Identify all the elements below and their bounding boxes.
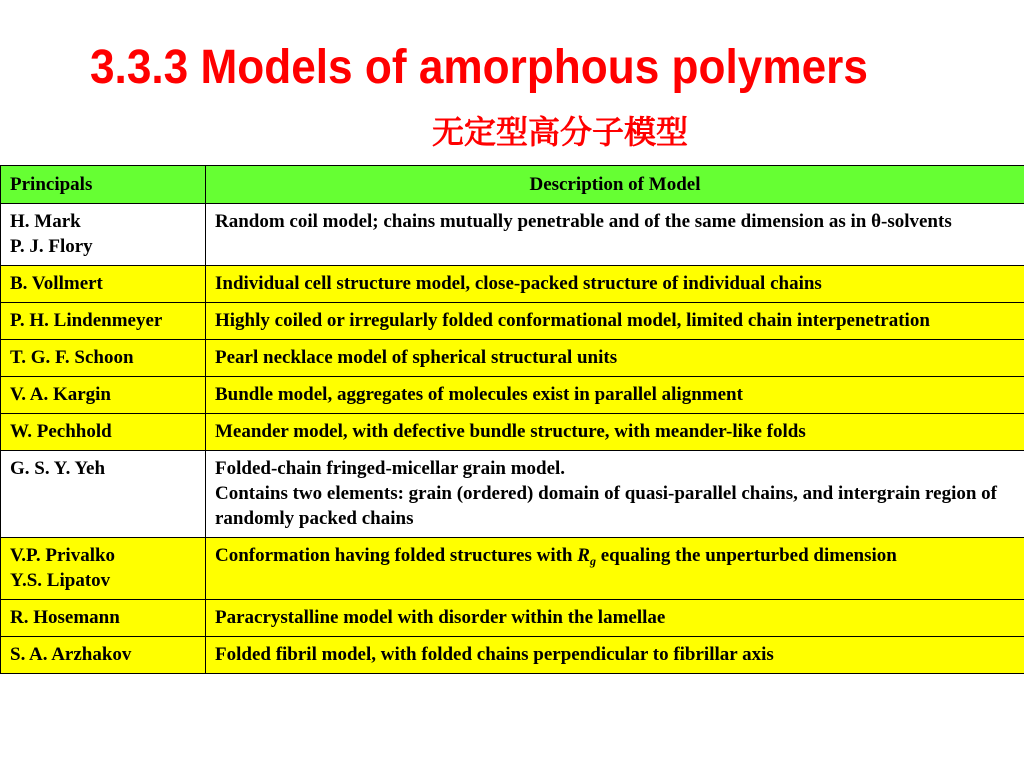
principals-cell: B. Vollmert — [1, 266, 206, 303]
description-cell: Highly coiled or irregularly folded conformational model, limited chain interpenetration — [206, 303, 1024, 340]
radius-of-gyration-subscript: g — [589, 554, 596, 568]
principals-cell: P. H. Lindenmeyer — [1, 303, 206, 340]
table-header-row — [1, 166, 1024, 204]
principal-name: P. J. Flory — [10, 236, 93, 257]
description-cell: Bundle model, aggregates of molecules exist in parallel alignment — [206, 377, 1024, 414]
description-cell: Paracrystalline model with disorder within the lamellae — [206, 600, 1024, 637]
slide-title: 3.3.3 Models of amorphous polymers — [90, 41, 868, 94]
principals-cell — [1, 204, 206, 266]
table-row — [1, 303, 1024, 340]
slide-subtitle: 无定型高分子模型 — [432, 113, 689, 151]
radius-of-gyration-symbol: R — [577, 545, 590, 566]
description-cell: Folded fibril model, with folded chains perpendicular to fibrillar axis — [206, 637, 1024, 674]
principal-name: V.P. Privalko — [10, 545, 116, 566]
table-row — [1, 637, 1024, 674]
principals-cell: T. G. F. Schoon — [1, 340, 206, 377]
description-line: Contains two elements: grain (ordered) domain of quasi-parallel chains, and intergrain region of randomly packed chains — [215, 483, 997, 529]
description-text-after: equaling the unperturbed dimension — [595, 545, 897, 566]
table-row — [1, 600, 1024, 637]
principal-name: Y.S. Lipatov — [10, 570, 111, 591]
header-principals: Principals — [1, 166, 206, 204]
description-line: Folded-chain fringed-micellar grain model. — [215, 458, 566, 479]
description-cell: Pearl necklace model of spherical structural units — [206, 340, 1024, 377]
table-row — [1, 204, 1024, 266]
description-cell: Individual cell structure model, close-packed structure of individual chains — [206, 266, 1024, 303]
principals-cell: G. S. Y. Yeh — [1, 451, 206, 538]
principals-cell: R. Hosemann — [1, 600, 206, 637]
table-row — [1, 340, 1024, 377]
description-cell: Meander model, with defective bundle structure, with meander-like folds — [206, 414, 1024, 451]
description-cell: Random coil model; chains mutually penetrable and of the same dimension as in θ-solvents — [206, 204, 1024, 266]
description-text-before: Conformation having folded structures with — [215, 545, 578, 566]
table-row — [1, 538, 1024, 600]
principals-cell: W. Pechhold — [1, 414, 206, 451]
principals-cell — [1, 538, 206, 600]
table-row — [1, 266, 1024, 303]
table-row — [1, 451, 1024, 538]
principals-cell: S. A. Arzhakov — [1, 637, 206, 674]
table-row — [1, 414, 1024, 451]
table-row — [1, 377, 1024, 414]
header-description: Description of Model — [206, 166, 1024, 204]
description-cell — [206, 451, 1024, 538]
description-cell — [206, 538, 1024, 600]
principal-name: H. Mark — [10, 211, 81, 232]
principals-cell: V. A. Kargin — [1, 377, 206, 414]
models-table — [0, 165, 1024, 674]
